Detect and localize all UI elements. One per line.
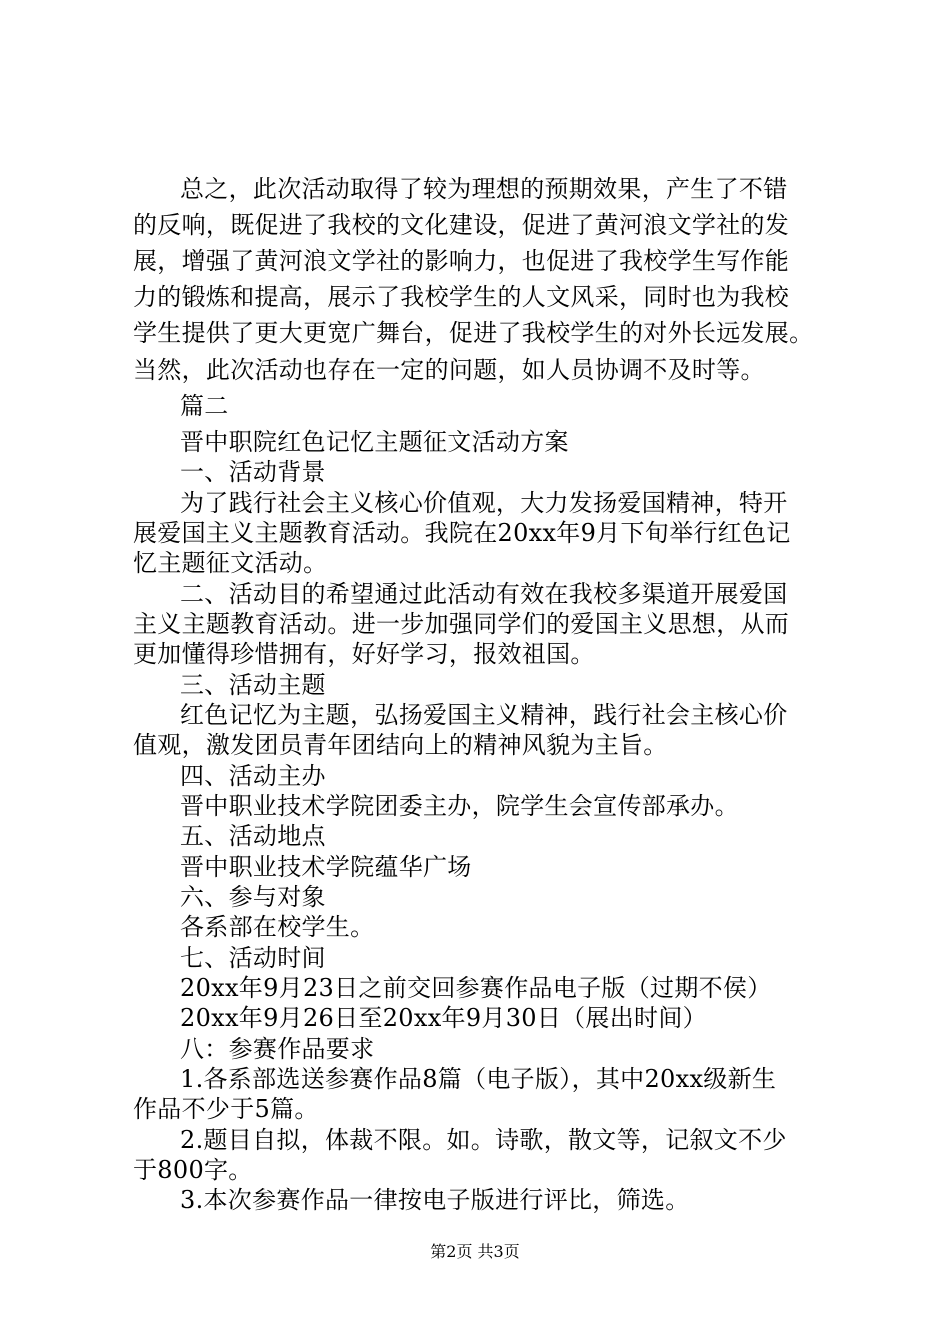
text-line: 1.各系部选送参赛作品8篇（电子版），其中20xx级新生 bbox=[180, 1065, 777, 1093]
document-title: 晋中职院红色记忆主题征文活动方案 bbox=[180, 428, 569, 456]
text-line: 更加懂得珍惜拥有，好好学习，报效祖国。 bbox=[133, 640, 595, 668]
text-line: 3.本次参赛作品一律按电子版进行评比，筛选。 bbox=[180, 1186, 690, 1214]
text-line: 当然，此次活动也存在一定的问题，如人员协调不及时等。 bbox=[133, 356, 765, 384]
text-line: 展，增强了黄河浪文学社的影响力，也促进了我校学生写作能 bbox=[133, 247, 790, 275]
text-line: 红色记忆为主题，弘扬爱国主义精神，践行社会主核心价 bbox=[180, 701, 788, 729]
section-heading: 篇二 bbox=[180, 392, 229, 420]
text-line: 二、活动目的希望通过此活动有效在我校多渠道开展爱国 bbox=[180, 580, 788, 608]
section-heading: 一、活动背景 bbox=[180, 458, 326, 486]
section-heading: 四、活动主办 bbox=[180, 762, 326, 790]
text-line: 忆主题征文活动。 bbox=[133, 549, 328, 577]
text-line: 为了践行社会主义核心价值观，大力发扬爱国精神，特开 bbox=[180, 489, 788, 517]
text-line: 主义主题教育活动。进一步加强同学们的爱国主义思想，从而 bbox=[133, 610, 790, 638]
section-heading: 六、参与对象 bbox=[180, 883, 326, 911]
text-line: 力的锻炼和提高，展示了我校学生的人文风采，同时也为我校 bbox=[133, 283, 790, 311]
text-line: 20xx年9月26日至20xx年9月30日（展出时间） bbox=[180, 1004, 707, 1032]
text-line: 学生提供了更大更宽广舞台，促进了我校学生的对外长远发展。 bbox=[133, 319, 814, 347]
text-line: 2.题目自拟，体裁不限。如。诗歌，散文等，记叙文不少 bbox=[180, 1126, 787, 1154]
section-heading: 七、活动时间 bbox=[180, 944, 326, 972]
section-heading: 五、活动地点 bbox=[180, 822, 326, 850]
text-line: 晋中职业技术学院蕴华广场 bbox=[180, 853, 472, 881]
text-line: 的反响，既促进了我校的文化建设，促进了黄河浪文学社的发 bbox=[133, 211, 790, 239]
section-heading: 八：参赛作品要求 bbox=[180, 1035, 375, 1063]
text-line: 展爱国主义主题教育活动。我院在20xx年9月下旬举行红色记 bbox=[133, 519, 791, 547]
section-heading: 三、活动主题 bbox=[180, 671, 326, 699]
text-line: 20xx年9月23日之前交回参赛作品电子版（过期不侯） bbox=[180, 974, 772, 1002]
text-line: 晋中职业技术学院团委主办，院学生会宣传部承办。 bbox=[180, 792, 739, 820]
text-line: 总之，此次活动取得了较为理想的预期效果，产生了不错 bbox=[180, 175, 788, 203]
text-line: 各系部在校学生。 bbox=[180, 913, 375, 941]
text-line: 作品不少于5篇。 bbox=[133, 1095, 319, 1123]
text-line: 值观，激发团员青年团结向上的精神风貌为主旨。 bbox=[133, 731, 668, 759]
text-line: 于800字。 bbox=[133, 1156, 253, 1184]
page-number-footer: 第2页 共3页 bbox=[430, 1242, 520, 1261]
